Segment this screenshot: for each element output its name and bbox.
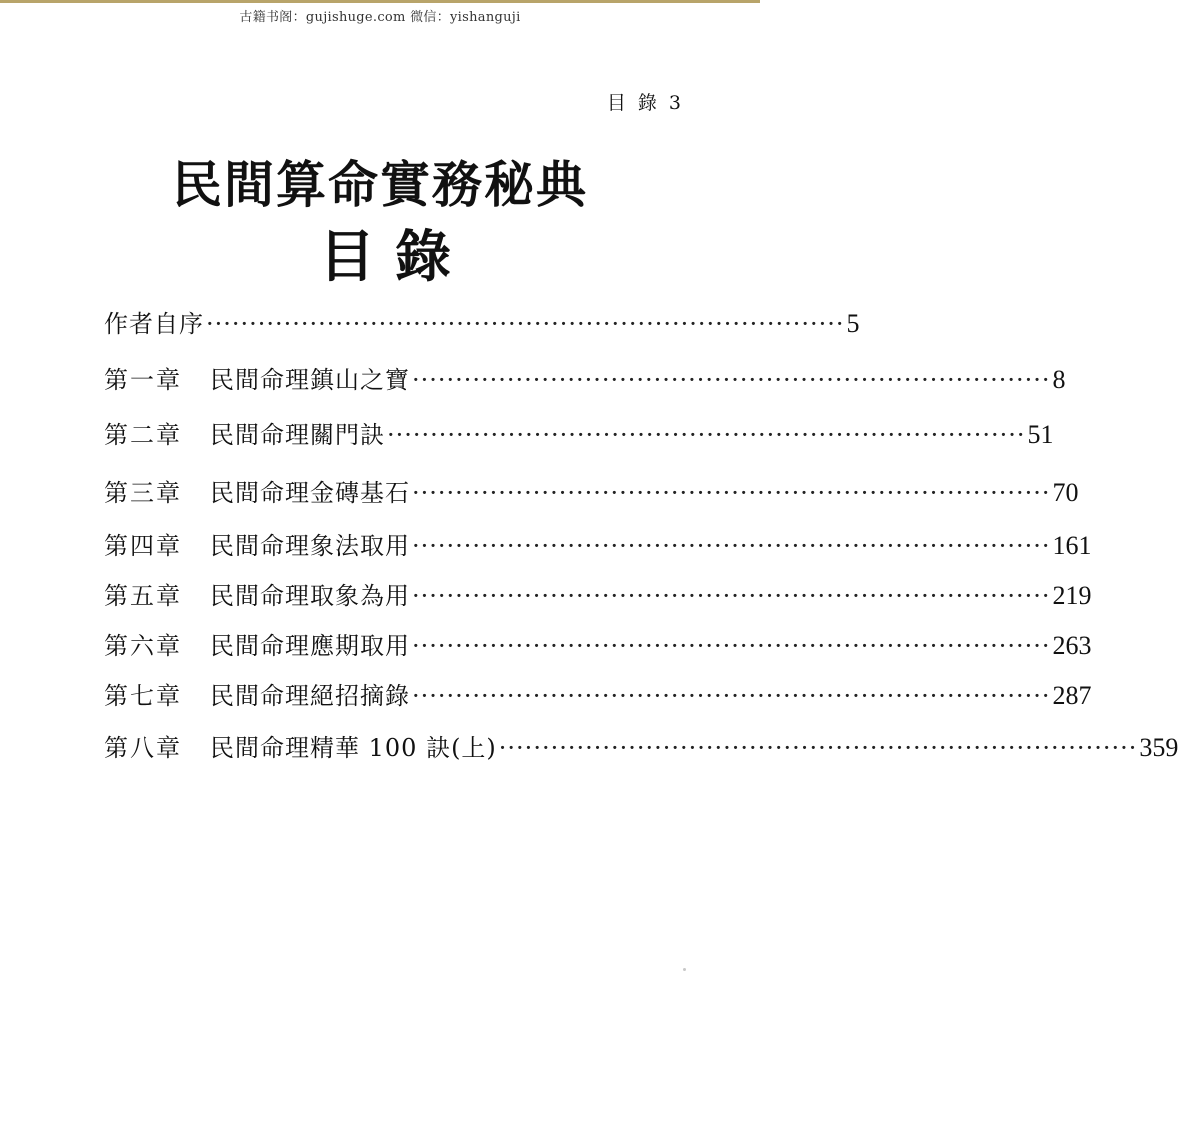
watermark-text: 古籍书阁：gujishuge.com 微信：yishanguji xyxy=(239,10,521,25)
page-number: 70 xyxy=(1052,478,1079,507)
entry-title: 民間命理取象為用 xyxy=(210,582,410,610)
page-number: 219 xyxy=(1052,581,1092,610)
dot-leader: ·········································································· xyxy=(412,366,1051,394)
entry-title: 民間命理金磚基石 xyxy=(210,479,410,507)
toc-entry-chapter-7[interactable] xyxy=(104,674,1092,718)
toc-entry-chapter-8[interactable] xyxy=(104,726,1178,770)
toc-entry-chapter-6[interactable] xyxy=(104,624,1092,668)
entry-title: 民間命理鎮山之寶 xyxy=(210,366,410,394)
entry-title: 民間命理關門訣 xyxy=(210,421,385,449)
dot-leader: ·········································································· xyxy=(412,532,1051,560)
dot-leader: ·········································································· xyxy=(412,632,1051,660)
toc-entry-chapter-1[interactable] xyxy=(104,358,1066,402)
entry-title: 民間命理絕招摘錄 xyxy=(210,682,410,710)
toc-entry-chapter-3[interactable] xyxy=(104,471,1079,515)
chapter-label: 第八章 xyxy=(104,734,182,762)
dot-leader: ·········································································· xyxy=(498,734,1138,762)
dot-leader: ·········································································· xyxy=(412,582,1051,610)
entry-title: 民間命理應期取用 xyxy=(210,632,410,660)
page-number: 8 xyxy=(1052,365,1066,394)
toc-entry-chapter-5[interactable] xyxy=(104,574,1092,618)
dot-leader: ·········································································· xyxy=(206,310,845,338)
page-number: 161 xyxy=(1052,531,1092,560)
entry-title: 作者自序 xyxy=(104,310,204,338)
toc-entry-chapter-4[interactable] xyxy=(104,524,1092,568)
chapter-label: 第七章 xyxy=(104,682,182,710)
chapter-label: 第五章 xyxy=(104,582,182,610)
running-head: 目 錄 3 xyxy=(606,92,684,114)
chapter-label: 第一章 xyxy=(104,366,182,394)
chapter-label: 第二章 xyxy=(104,421,182,449)
dot-leader: ·········································································· xyxy=(412,682,1051,710)
dot-leader: ·········································································· xyxy=(387,421,1026,449)
entry-title: 民間命理象法取用 xyxy=(210,532,410,560)
entry-title: 民間命理精華 100 訣(上) xyxy=(210,734,497,762)
chapter-label: 第四章 xyxy=(104,532,182,560)
page-number: 263 xyxy=(1052,631,1092,660)
page-number: 51 xyxy=(1027,420,1054,449)
scan-speck xyxy=(683,968,686,971)
page-number: 359 xyxy=(1139,733,1178,762)
dot-leader: ·········································································· xyxy=(412,479,1051,507)
toc-entry-preface[interactable] xyxy=(104,302,860,346)
toc-heading: 目錄 xyxy=(319,224,471,290)
book-title: 民間算命實務秘典 xyxy=(172,155,588,214)
page-number: 287 xyxy=(1052,681,1092,710)
chapter-label: 第三章 xyxy=(104,479,182,507)
page-number: 5 xyxy=(846,309,860,338)
top-border-rule xyxy=(0,0,760,3)
chapter-label: 第六章 xyxy=(104,632,182,660)
toc-entry-chapter-2[interactable] xyxy=(104,413,1054,457)
